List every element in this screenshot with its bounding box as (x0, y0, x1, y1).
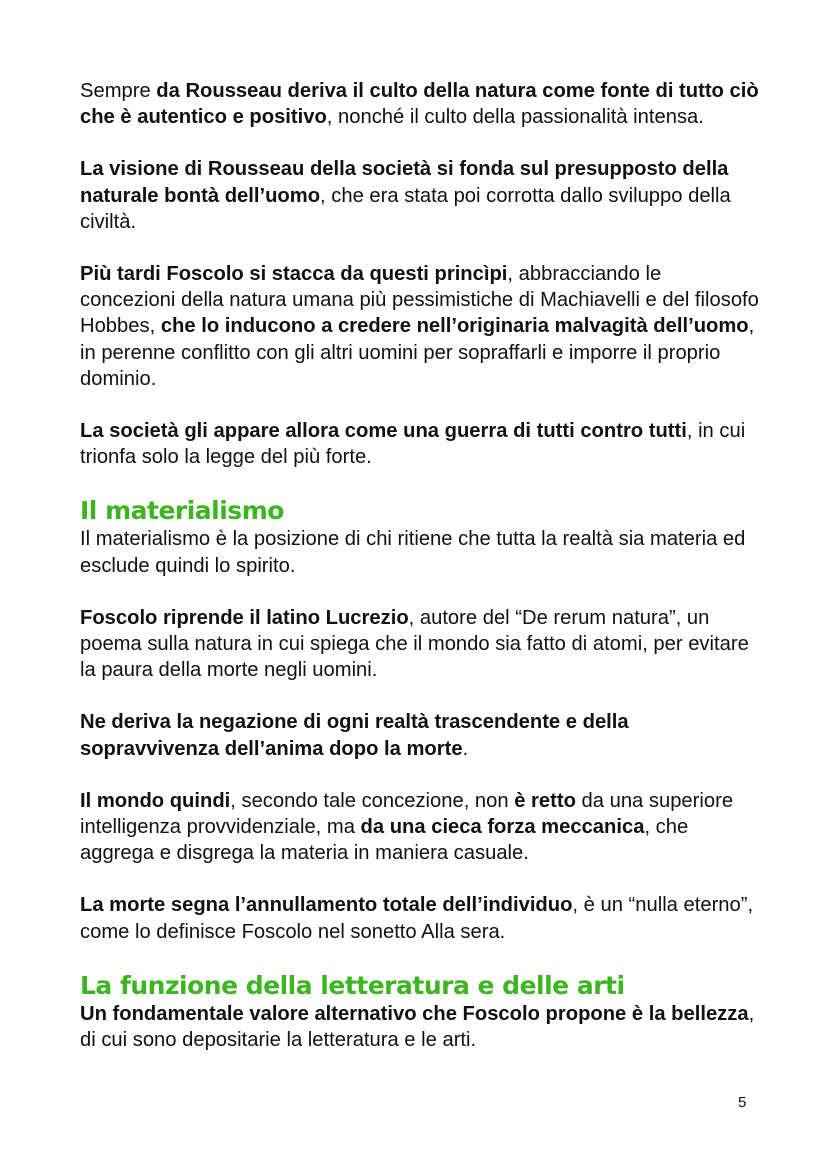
text: , nonché il culto della passionalità intensa. (326, 106, 704, 129)
bold-text: è retto (514, 789, 576, 812)
text: , autore del “De rerum natura”, un poema sulla natura in cui spiega che il mondo sia fatto di atomi, per evitare la paura della morte negli uomini. (80, 606, 749, 682)
text: Il materialismo è la posizione di chi ritiene che tutta la realtà sia materia ed esclude quindi lo spirito. (80, 528, 746, 577)
paragraph (80, 605, 760, 684)
text: da una superiore intelligenza provvidenziale, ma (80, 789, 734, 839)
paragraph (80, 526, 760, 578)
paragraph (80, 788, 760, 867)
bold-text: che lo inducono a credere nell’originaria malvagità dell’uomo (160, 315, 749, 338)
text: . (462, 737, 469, 760)
paragraph (80, 418, 760, 470)
paragraph (80, 261, 760, 392)
bold-text: Più tardi Foscolo si stacca da questi princìpi (80, 263, 508, 286)
page-number: 5 (738, 1094, 747, 1111)
bold-text: La visione di Rousseau della società si fonda sul presupposto della naturale bontà dell’uomo (80, 158, 729, 207)
bold-text: da una cieca forza meccanica (360, 816, 645, 839)
text: Sempre (80, 80, 157, 102)
bold-text: Il mondo quindi (80, 789, 231, 812)
paragraph (80, 709, 760, 761)
text: , in perenne conflitto con gli altri uomini per sopraffarli e imporre il proprio dominio. (80, 315, 755, 390)
paragraph (80, 156, 760, 235)
bold-text: Foscolo riprende il latino Lucrezio (80, 606, 409, 629)
text: , che era stata poi corrotta dallo sviluppo della civiltà. (80, 184, 731, 233)
bold-text: da Rousseau deriva il culto della natura come fonte di tutto ciò che è autentico e positivo (80, 80, 759, 129)
text: , secondo tale concezione, non (230, 789, 515, 812)
text: , che aggrega e disgrega la materia in maniera casuale. (80, 816, 689, 865)
text: , è un “nulla eterno”, come lo definisce Foscolo nel sonetto Alla sera. (80, 894, 754, 943)
section-heading: La funzione della letteratura e delle arti (80, 970, 625, 1000)
paragraph (80, 78, 760, 130)
document-body (80, 78, 760, 1079)
text: , abbracciando le concezioni della natura umana più pessimistiche di Machiavelli e del filosofo Hobbes, (80, 263, 759, 338)
bold-text: Un fondamentale valore alternativo che Foscolo propone è la bellezza (80, 1002, 749, 1025)
paragraph (80, 1001, 760, 1053)
text: , in cui trionfa solo la legge del più forte. (80, 420, 746, 469)
paragraph (80, 892, 760, 944)
text: , di cui sono depositarie la letteratura e le arti. (80, 1002, 755, 1052)
bold-text: Ne deriva la negazione di ogni realtà trascendente e della sopravvivenza dell’anima dopo la morte (80, 711, 629, 760)
bold-text: La morte segna l’annullamento totale dell’individuo (80, 894, 573, 917)
section-heading: Il materialismo (80, 496, 284, 526)
bold-text: La società gli appare allora come una guerra di tutti contro tutti (80, 420, 687, 443)
